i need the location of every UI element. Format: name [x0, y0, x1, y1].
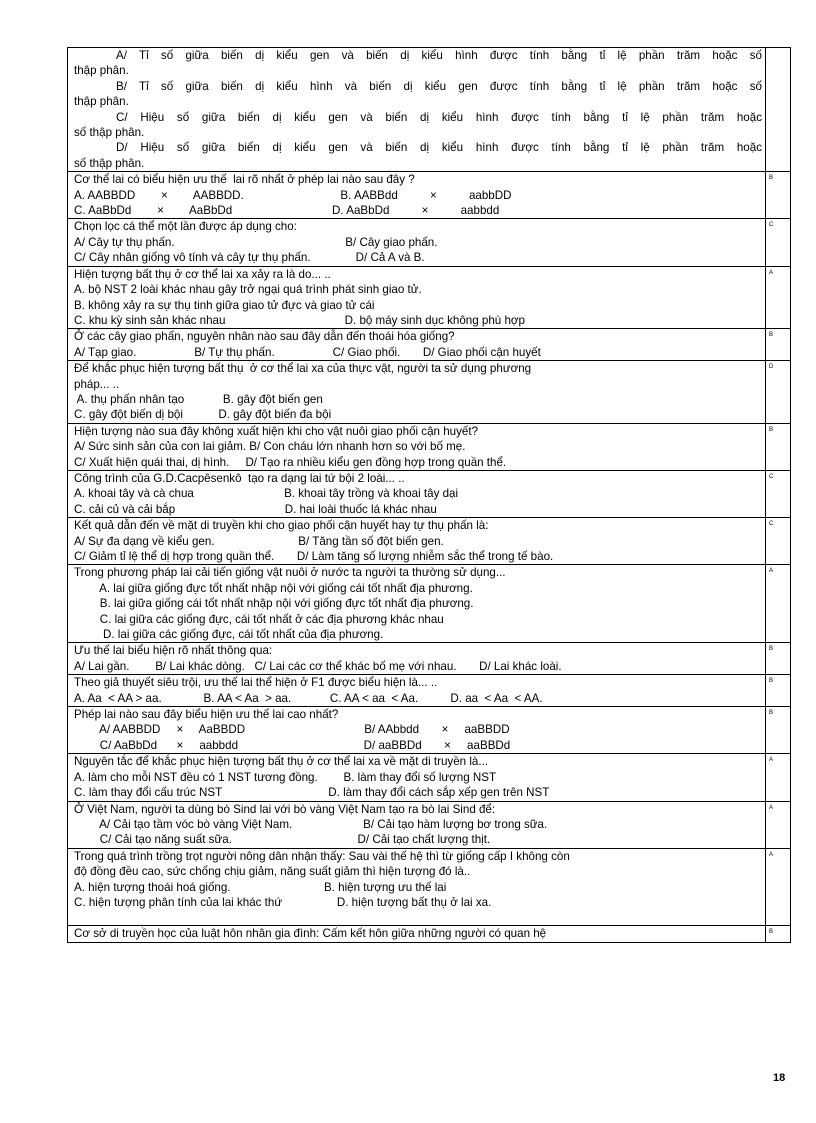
question-cell	[68, 219, 766, 266]
question-option-line: C. gây đột biến dị bội D. gây đột biến đa bội	[74, 408, 332, 422]
question-cell	[68, 643, 766, 675]
option-b-line-1: B/ Tỉ số giữa biến dị kiểu hình và biến dị kiểu gen được tính bằng tỉ lệ phần trăm hoặc số	[116, 79, 762, 93]
answer-cell-empty	[766, 48, 791, 172]
question-sheet	[67, 47, 778, 943]
option-d-line-2: số thập phân.	[74, 156, 145, 170]
question-option-line: A. làm cho mỗi NST đều có 1 NST tương đồng. B. làm thay đổi số lượng NST	[74, 770, 497, 784]
question-stem: Hiện tượng bất thụ ở cơ thể lai xa xảy ra là do... ..	[74, 267, 331, 281]
question-option-line: B. không xảy ra sự thụ tinh giữa giao tử đực và giao tử cái	[74, 298, 375, 312]
question-row	[68, 423, 791, 470]
intro-options-row	[68, 48, 791, 172]
question-option-line: C. AaBbDd × AaBbDd D. AaBbDd × aabbdd	[74, 204, 500, 218]
question-option-line: C/ Cải tạo năng suất sữa. D/ Cải tạo chất lượng thịt.	[74, 833, 491, 847]
answer-key: A	[766, 754, 791, 801]
question-option-line: pháp... ..	[74, 377, 120, 391]
question-option-line: D. lai giữa các giống đực, cái tốt nhất của địa phương.	[74, 628, 384, 642]
question-row	[68, 518, 791, 565]
question-cell	[68, 329, 766, 361]
question-row	[68, 361, 791, 424]
question-stem: Phép lai nào sau đây biểu hiện ưu thế lai cao nhất?	[74, 708, 339, 722]
question-option-line: A/ Cải tạo tầm vóc bò vàng Việt Nam. B/ Cải tạo hàm lượng bơ trong sữa.	[74, 817, 548, 831]
answer-key: A	[766, 848, 791, 926]
question-cell	[68, 423, 766, 470]
question-row	[68, 172, 791, 219]
question-cell	[68, 675, 766, 707]
question-row	[68, 643, 791, 675]
question-row	[68, 266, 791, 329]
question-option-line: A/ Tạp giao. B/ Tự thụ phấn. C/ Giao phối. D/ Giao phối cận huyết	[74, 345, 541, 359]
question-option-line: A. Aa < AA > aa. B. AA < Aa > aa. C. AA < aa < Aa. D. aa < Aa < AA.	[74, 691, 543, 705]
question-option-line: A. khoai tây và cà chua B. khoai tây trồng và khoai tây dại	[74, 487, 459, 501]
question-stem: Trong quá trình trồng trọt người nông dân nhận thấy: Sau vài thế hệ thì từ giống cấp I không còn	[74, 849, 570, 863]
question-option-line: C. làm thay đổi cấu trúc NST D. làm thay đổi cách sắp xếp gen trên NST	[74, 786, 550, 800]
answer-key: B	[766, 675, 791, 707]
answer-key: B	[766, 329, 791, 361]
question-option-line: C. cải củ và cải bắp D. hai loài thuốc lá khác nhau	[74, 502, 437, 516]
answer-key: B	[766, 926, 791, 943]
answer-key: C	[766, 470, 791, 517]
option-d-line-1: D/ Hiệu số giữa biến dị kiểu gen và biến dị kiểu hình được tính bằng tỉ lệ phần trăm hoặc	[116, 141, 762, 155]
answer-key: B	[766, 423, 791, 470]
question-row	[68, 675, 791, 707]
question-stem: Ưu thế lai biểu hiện rõ nhất thông qua:	[74, 644, 273, 658]
option-a-line-1: A/ Tỉ số giữa biến dị kiểu gen và biến dị kiểu hình được tính bằng tỉ lệ phần trăm hoặc số	[116, 49, 762, 62]
question-cell	[68, 172, 766, 219]
question-stem: Theo giả thuyết siêu trội, ưu thế lai thể hiện ở F1 được biểu hiện là... ..	[74, 676, 438, 690]
answer-key: A	[766, 801, 791, 848]
question-option-line: B. lai giữa giống cái tốt nhất nhập nội với giống đực tốt nhất địa phương.	[74, 597, 474, 611]
question-row	[68, 565, 791, 643]
question-stem: Trong phương pháp lai cải tiến giống vật nuôi ở nước ta người ta thường sử dụng...	[74, 566, 506, 580]
question-table	[67, 47, 791, 943]
question-stem: Ở các cây giao phấn, nguyên nhân nào sau đây dẫn đến thoái hóa giống?	[74, 330, 455, 344]
question-cell	[68, 848, 766, 926]
question-stem: Nguyên tắc để khắc phục hiện tượng bất thụ ở cơ thể lai xa về mặt di truyền là...	[74, 755, 489, 769]
question-cell	[68, 754, 766, 801]
question-cell	[68, 266, 766, 329]
question-option-line: A. bộ NST 2 loài khác nhau gây trở ngại quá trình phát sinh giao tử.	[74, 283, 422, 297]
question-row	[68, 754, 791, 801]
question-option-line: C/ AaBbDd × aabbdd D/ aaBBDd × aaBBDd	[74, 738, 511, 752]
question-option-line: C. khu kỳ sinh sản khác nhau D. bộ máy sinh dục không phù hợp	[74, 313, 525, 327]
question-stem: Kết quả dẫn đến về mặt di truyền khi cho giao phối cận huyết hay tự thụ phấn là:	[74, 519, 489, 533]
question-cell	[68, 470, 766, 517]
question-row	[68, 329, 791, 361]
question-cell	[68, 565, 766, 643]
question-option-line: C/ Giảm tỉ lệ thể dị hợp trong quần thể. D/ Làm tăng số lượng nhiễm sắc thể trong tế bào.	[74, 550, 554, 563]
intro-options-cell	[68, 48, 766, 172]
question-cell	[68, 801, 766, 848]
question-option-line: A/ Lai gần. B/ Lai khác dòng. C/ Lai các cơ thể khác bố mẹ với nhau. D/ Lai khác loài.	[74, 659, 562, 673]
question-option-line: A/ Sự đa dạng về kiểu gen. B/ Tăng tần số đột biến gen.	[74, 534, 444, 548]
question-stem: Ở Việt Nam, người ta dùng bò Sind lai với bò vàng Việt Nam tạo ra bò lai Sind để:	[74, 802, 496, 816]
question-row	[68, 801, 791, 848]
question-option-line: C. hiện tượng phân tính của lai khác thứ D. hiện tượng bất thụ ở lai xa.	[74, 895, 492, 909]
question-option-line: độ đồng đều cao, sức chống chịu giảm, năng suất giảm thì hiện tượng đó là..	[74, 865, 471, 879]
question-option-line: A. lai giữa giống đực tốt nhất nhập nội với giống cái tốt nhất địa phương.	[74, 581, 473, 595]
option-c-line-2: số thập phân.	[74, 126, 145, 140]
question-option-line: A. thụ phấn nhân tạo B. gây đột biến gen	[74, 392, 323, 406]
question-row	[68, 848, 791, 926]
question-stem: Cơ sở di truyền học của luật hôn nhân gia đình: Cấm kết hôn giữa những người có quan hệ	[74, 927, 547, 941]
question-option-line	[74, 910, 762, 925]
question-option-line: A. hiện tượng thoái hoá giống. B. hiện tượng ưu thế lai	[74, 880, 447, 894]
answer-key: C	[766, 518, 791, 565]
question-option-line: C/ Xuất hiện quái thai, dị hình. D/ Tạo ra nhiều kiểu gen đồng hợp trong quần thể.	[74, 455, 507, 469]
question-stem: Chọn lọc cá thể một lần được áp dụng cho:	[74, 220, 297, 234]
question-cell	[68, 361, 766, 424]
question-row	[68, 470, 791, 517]
question-option-line: C. lai giữa các giống đực, cái tốt nhất ở các địa phương khác nhau	[74, 612, 444, 626]
question-cell	[68, 707, 766, 754]
page-number: 18	[773, 1072, 786, 1084]
question-stem: Để khắc phục hiện tượng bất thụ ở cơ thể lai xa của thực vật, người ta sử dụng phương	[74, 362, 532, 376]
answer-key: C	[766, 219, 791, 266]
question-row	[68, 926, 791, 943]
question-option-line: A/ AABBDD × AaBBDD B/ AAbbdd × aaBBDD	[74, 723, 510, 737]
answer-key: B	[766, 707, 791, 754]
question-option-line: A. AABBDD × AABBDD. B. AABBdd × aabbDD	[74, 188, 512, 202]
question-row	[68, 707, 791, 754]
question-cell	[68, 926, 766, 943]
answer-key: D	[766, 361, 791, 424]
question-stem: Công trình của G.D.Cacpêsenkô tạo ra dạng lai tứ bội 2 loài... ..	[74, 471, 405, 485]
answer-key: A	[766, 266, 791, 329]
question-row	[68, 219, 791, 266]
question-option-line: C/ Cây nhân giống vô tính và cây tự thụ phấn. D/ Cả A và B.	[74, 251, 425, 265]
question-stem: Cơ thể lai có biểu hiện ưu thế lai rõ nhất ở phép lai nào sau đây ?	[74, 173, 415, 187]
answer-key: B	[766, 172, 791, 219]
option-c-line-1: C/ Hiệu số giữa biến dị kiểu gen và biến dị kiểu hình được tính bằng tỉ lệ phần trăm hoặc	[116, 110, 762, 124]
question-option-line: A/ Sức sinh sản của con lai giảm. B/ Con cháu lớn nhanh hơn so với bố mẹ.	[74, 440, 466, 454]
option-b-line-2: thập phân.	[74, 95, 129, 109]
option-a-line-2: thập phân.	[74, 64, 129, 78]
answer-key: A	[766, 565, 791, 643]
question-stem: Hiện tượng nào sua đây không xuất hiện khi cho vật nuôi giao phối cận huyết?	[74, 424, 479, 438]
question-option-line: A/ Cây tự thụ phấn. B/ Cây giao phấn.	[74, 235, 438, 249]
answer-key: B	[766, 643, 791, 675]
question-cell	[68, 518, 766, 565]
